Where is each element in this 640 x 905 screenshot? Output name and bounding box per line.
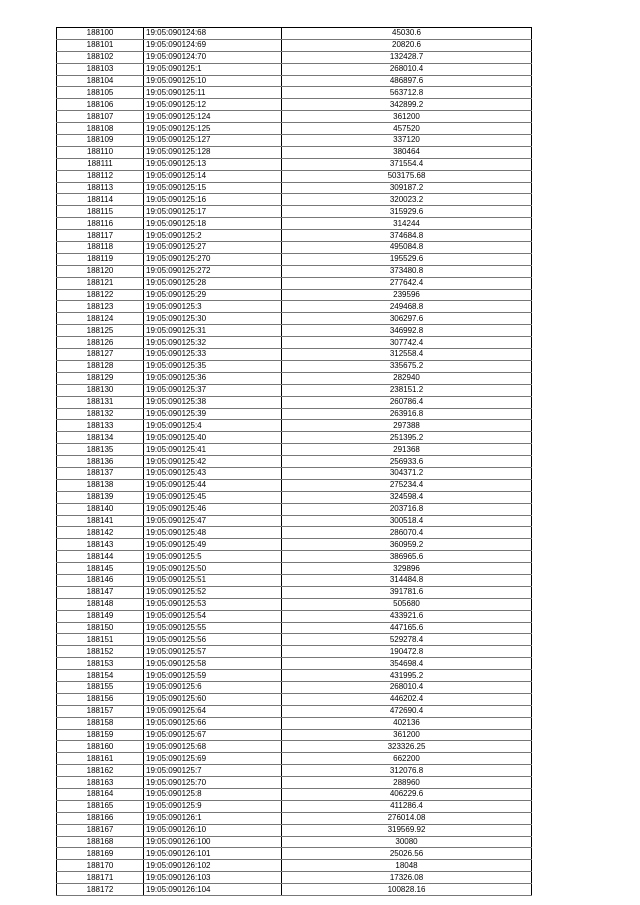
table-row	[57, 705, 532, 717]
row-id-cell: 188157	[57, 705, 144, 717]
row-value-cell: 263916.8	[282, 408, 532, 420]
row-time-cell: 19:05:090125:10	[144, 75, 282, 87]
row-id-cell: 188118	[57, 242, 144, 254]
row-id-cell: 188121	[57, 277, 144, 289]
row-id-cell: 188131	[57, 396, 144, 408]
row-time-cell: 19:05:090125:53	[144, 598, 282, 610]
row-value-cell: 260786.4	[282, 396, 532, 408]
row-time-cell: 19:05:090125:67	[144, 729, 282, 741]
row-value-cell: 374684.8	[282, 230, 532, 242]
row-id-cell: 188159	[57, 729, 144, 741]
row-id-cell: 188148	[57, 598, 144, 610]
row-value-cell: 495084.8	[282, 242, 532, 254]
row-time-cell: 19:05:090125:68	[144, 741, 282, 753]
row-value-cell: 304371.2	[282, 467, 532, 479]
row-id-cell: 188112	[57, 170, 144, 182]
row-time-cell: 19:05:090125:128	[144, 146, 282, 158]
table-row	[57, 848, 532, 860]
row-value-cell: 563712.8	[282, 87, 532, 99]
row-value-cell: 288960	[282, 777, 532, 789]
row-time-cell: 19:05:090125:18	[144, 218, 282, 230]
row-id-cell: 188165	[57, 800, 144, 812]
row-id-cell: 188141	[57, 515, 144, 527]
table-row	[57, 372, 532, 384]
table-row	[57, 777, 532, 789]
table-body	[57, 28, 532, 896]
row-id-cell: 188138	[57, 479, 144, 491]
row-value-cell: 431995.2	[282, 670, 532, 682]
row-value-cell: 249468.8	[282, 301, 532, 313]
row-value-cell: 251395.2	[282, 432, 532, 444]
row-value-cell: 239596	[282, 289, 532, 301]
row-time-cell: 19:05:090125:12	[144, 99, 282, 111]
row-time-cell: 19:05:090125:38	[144, 396, 282, 408]
row-value-cell: 361200	[282, 729, 532, 741]
table-row	[57, 610, 532, 622]
row-time-cell: 19:05:090126:103	[144, 872, 282, 884]
row-id-cell: 188124	[57, 313, 144, 325]
table-row	[57, 265, 532, 277]
row-id-cell: 188147	[57, 586, 144, 598]
row-time-cell: 19:05:090125:47	[144, 515, 282, 527]
row-id-cell: 188105	[57, 87, 144, 99]
table-row	[57, 527, 532, 539]
row-value-cell: 286070.4	[282, 527, 532, 539]
row-time-cell: 19:05:090125:5	[144, 551, 282, 563]
row-id-cell: 188101	[57, 39, 144, 51]
table-row	[57, 836, 532, 848]
row-time-cell: 19:05:090125:16	[144, 194, 282, 206]
row-value-cell: 346992.8	[282, 325, 532, 337]
row-id-cell: 188154	[57, 670, 144, 682]
row-time-cell: 19:05:090125:35	[144, 360, 282, 372]
row-time-cell: 19:05:090125:69	[144, 753, 282, 765]
row-id-cell: 188136	[57, 456, 144, 468]
table-row	[57, 63, 532, 75]
table-row	[57, 170, 532, 182]
row-time-cell: 19:05:090125:54	[144, 610, 282, 622]
row-id-cell: 188110	[57, 146, 144, 158]
row-id-cell: 188155	[57, 681, 144, 693]
table-row	[57, 800, 532, 812]
row-time-cell: 19:05:090125:41	[144, 444, 282, 456]
table-row	[57, 622, 532, 634]
row-value-cell: 342899.2	[282, 99, 532, 111]
row-value-cell: 17326.08	[282, 872, 532, 884]
table-row	[57, 539, 532, 551]
row-time-cell: 19:05:090125:270	[144, 253, 282, 265]
table-row	[57, 87, 532, 99]
row-time-cell: 19:05:090125:8	[144, 789, 282, 801]
row-time-cell: 19:05:090125:6	[144, 681, 282, 693]
table-row	[57, 515, 532, 527]
row-value-cell: 662200	[282, 753, 532, 765]
table-row	[57, 812, 532, 824]
row-value-cell: 529278.4	[282, 634, 532, 646]
row-id-cell: 188102	[57, 51, 144, 63]
row-time-cell: 19:05:090125:13	[144, 158, 282, 170]
row-time-cell: 19:05:090125:48	[144, 527, 282, 539]
row-value-cell: 315929.6	[282, 206, 532, 218]
row-time-cell: 19:05:090126:101	[144, 848, 282, 860]
row-time-cell: 19:05:090125:57	[144, 646, 282, 658]
data-table	[56, 27, 532, 896]
table-row	[57, 741, 532, 753]
row-time-cell: 19:05:090125:66	[144, 717, 282, 729]
row-id-cell: 188107	[57, 111, 144, 123]
table-row	[57, 729, 532, 741]
row-time-cell: 19:05:090125:2	[144, 230, 282, 242]
row-value-cell: 323326.25	[282, 741, 532, 753]
row-value-cell: 324598.4	[282, 491, 532, 503]
table-row	[57, 491, 532, 503]
row-time-cell: 19:05:090125:30	[144, 313, 282, 325]
row-time-cell: 19:05:090125:43	[144, 467, 282, 479]
row-time-cell: 19:05:090125:4	[144, 420, 282, 432]
table-row	[57, 277, 532, 289]
row-time-cell: 19:05:090125:17	[144, 206, 282, 218]
row-id-cell: 188119	[57, 253, 144, 265]
table-row	[57, 479, 532, 491]
row-time-cell: 19:05:090125:64	[144, 705, 282, 717]
row-time-cell: 19:05:090125:3	[144, 301, 282, 313]
row-value-cell: 486897.6	[282, 75, 532, 87]
row-time-cell: 19:05:090125:60	[144, 693, 282, 705]
table-row	[57, 586, 532, 598]
row-value-cell: 277642.4	[282, 277, 532, 289]
row-time-cell: 19:05:090125:55	[144, 622, 282, 634]
row-id-cell: 188139	[57, 491, 144, 503]
row-value-cell: 238151.2	[282, 384, 532, 396]
table-row	[57, 75, 532, 87]
row-value-cell: 380464	[282, 146, 532, 158]
row-value-cell: 314484.8	[282, 574, 532, 586]
row-id-cell: 188129	[57, 372, 144, 384]
row-id-cell: 188153	[57, 658, 144, 670]
table-row	[57, 99, 532, 111]
table-row	[57, 182, 532, 194]
row-value-cell: 297388	[282, 420, 532, 432]
table-row	[57, 693, 532, 705]
table-row	[57, 289, 532, 301]
row-value-cell: 300518.4	[282, 515, 532, 527]
row-value-cell: 195529.6	[282, 253, 532, 265]
row-value-cell: 18048	[282, 860, 532, 872]
row-time-cell: 19:05:090125:9	[144, 800, 282, 812]
table-row	[57, 123, 532, 135]
table-row	[57, 789, 532, 801]
table-row	[57, 206, 532, 218]
row-value-cell: 402136	[282, 717, 532, 729]
table-row	[57, 325, 532, 337]
row-id-cell: 188149	[57, 610, 144, 622]
table-row	[57, 551, 532, 563]
row-value-cell: 256933.6	[282, 456, 532, 468]
row-value-cell: 282940	[282, 372, 532, 384]
table-row	[57, 884, 532, 896]
table-row	[57, 349, 532, 361]
row-value-cell: 361200	[282, 111, 532, 123]
row-value-cell: 276014.08	[282, 812, 532, 824]
row-time-cell: 19:05:090125:36	[144, 372, 282, 384]
row-id-cell: 188171	[57, 872, 144, 884]
row-id-cell: 188135	[57, 444, 144, 456]
row-id-cell: 188103	[57, 63, 144, 75]
row-time-cell: 19:05:090125:39	[144, 408, 282, 420]
table-row	[57, 135, 532, 147]
table-row	[57, 313, 532, 325]
row-time-cell: 19:05:090125:46	[144, 503, 282, 515]
table-row	[57, 860, 532, 872]
table-row	[57, 39, 532, 51]
row-time-cell: 19:05:090125:14	[144, 170, 282, 182]
table-row	[57, 824, 532, 836]
row-value-cell: 307742.4	[282, 337, 532, 349]
row-time-cell: 19:05:090125:58	[144, 658, 282, 670]
row-time-cell: 19:05:090126:102	[144, 860, 282, 872]
row-value-cell: 306297.6	[282, 313, 532, 325]
row-value-cell: 446202.4	[282, 693, 532, 705]
row-id-cell: 188125	[57, 325, 144, 337]
table-row	[57, 253, 532, 265]
row-time-cell: 19:05:090124:68	[144, 28, 282, 40]
row-value-cell: 319569.92	[282, 824, 532, 836]
row-value-cell: 132428.7	[282, 51, 532, 63]
row-value-cell: 100828.16	[282, 884, 532, 896]
row-time-cell: 19:05:090125:33	[144, 349, 282, 361]
row-value-cell: 30080	[282, 836, 532, 848]
table-row	[57, 51, 532, 63]
table-row	[57, 337, 532, 349]
row-id-cell: 188156	[57, 693, 144, 705]
row-id-cell: 188117	[57, 230, 144, 242]
row-time-cell: 19:05:090125:32	[144, 337, 282, 349]
row-value-cell: 360959.2	[282, 539, 532, 551]
table-row	[57, 301, 532, 313]
table-row	[57, 158, 532, 170]
table-row	[57, 230, 532, 242]
row-id-cell: 188164	[57, 789, 144, 801]
row-time-cell: 19:05:090125:272	[144, 265, 282, 277]
row-time-cell: 19:05:090125:50	[144, 563, 282, 575]
row-id-cell: 188144	[57, 551, 144, 563]
row-time-cell: 19:05:090125:11	[144, 87, 282, 99]
row-time-cell: 19:05:090125:28	[144, 277, 282, 289]
row-time-cell: 19:05:090125:56	[144, 634, 282, 646]
table-row	[57, 658, 532, 670]
table-row	[57, 396, 532, 408]
table-row	[57, 384, 532, 396]
row-id-cell: 188120	[57, 265, 144, 277]
row-id-cell: 188127	[57, 349, 144, 361]
table-row	[57, 634, 532, 646]
row-id-cell: 188145	[57, 563, 144, 575]
row-id-cell: 188151	[57, 634, 144, 646]
row-time-cell: 19:05:090125:49	[144, 539, 282, 551]
table-row	[57, 111, 532, 123]
table-row	[57, 681, 532, 693]
row-value-cell: 314244	[282, 218, 532, 230]
table-row	[57, 598, 532, 610]
row-time-cell: 19:05:090126:1	[144, 812, 282, 824]
row-value-cell: 45030.6	[282, 28, 532, 40]
table-row	[57, 456, 532, 468]
table-row	[57, 574, 532, 586]
row-time-cell: 19:05:090125:70	[144, 777, 282, 789]
row-time-cell: 19:05:090125:40	[144, 432, 282, 444]
row-value-cell: 312076.8	[282, 765, 532, 777]
table-row	[57, 646, 532, 658]
table-row	[57, 467, 532, 479]
table-row	[57, 360, 532, 372]
row-id-cell: 188140	[57, 503, 144, 515]
row-id-cell: 188161	[57, 753, 144, 765]
row-id-cell: 188150	[57, 622, 144, 634]
row-time-cell: 19:05:090125:51	[144, 574, 282, 586]
table-row	[57, 753, 532, 765]
row-value-cell: 457520	[282, 123, 532, 135]
row-id-cell: 188133	[57, 420, 144, 432]
row-value-cell: 312558.4	[282, 349, 532, 361]
table-row	[57, 146, 532, 158]
row-id-cell: 188123	[57, 301, 144, 313]
row-value-cell: 275234.4	[282, 479, 532, 491]
table-row	[57, 420, 532, 432]
row-id-cell: 188134	[57, 432, 144, 444]
row-time-cell: 19:05:090125:59	[144, 670, 282, 682]
table-row	[57, 563, 532, 575]
row-value-cell: 406229.6	[282, 789, 532, 801]
row-id-cell: 188166	[57, 812, 144, 824]
table-row	[57, 28, 532, 40]
row-value-cell: 447165.6	[282, 622, 532, 634]
table-row	[57, 408, 532, 420]
row-id-cell: 188114	[57, 194, 144, 206]
row-time-cell: 19:05:090125:42	[144, 456, 282, 468]
row-id-cell: 188128	[57, 360, 144, 372]
row-id-cell: 188142	[57, 527, 144, 539]
row-value-cell: 203716.8	[282, 503, 532, 515]
row-id-cell: 188126	[57, 337, 144, 349]
row-value-cell: 433921.6	[282, 610, 532, 622]
row-id-cell: 188130	[57, 384, 144, 396]
row-id-cell: 188168	[57, 836, 144, 848]
row-time-cell: 19:05:090125:124	[144, 111, 282, 123]
row-id-cell: 188111	[57, 158, 144, 170]
row-time-cell: 19:05:090125:7	[144, 765, 282, 777]
row-id-cell: 188116	[57, 218, 144, 230]
table-row	[57, 717, 532, 729]
table-row	[57, 218, 532, 230]
row-id-cell: 188167	[57, 824, 144, 836]
table-row	[57, 432, 532, 444]
table-row	[57, 242, 532, 254]
row-id-cell: 188172	[57, 884, 144, 896]
row-value-cell: 337120	[282, 135, 532, 147]
row-time-cell: 19:05:090126:104	[144, 884, 282, 896]
table-row	[57, 670, 532, 682]
row-time-cell: 19:05:090125:127	[144, 135, 282, 147]
row-value-cell: 268010.4	[282, 681, 532, 693]
row-time-cell: 19:05:090125:52	[144, 586, 282, 598]
row-id-cell: 188113	[57, 182, 144, 194]
row-time-cell: 19:05:090125:29	[144, 289, 282, 301]
table-row	[57, 765, 532, 777]
row-value-cell: 373480.8	[282, 265, 532, 277]
row-value-cell: 505680	[282, 598, 532, 610]
row-value-cell: 411286.4	[282, 800, 532, 812]
row-time-cell: 19:05:090126:100	[144, 836, 282, 848]
row-value-cell: 386965.6	[282, 551, 532, 563]
row-time-cell: 19:05:090125:37	[144, 384, 282, 396]
table-row	[57, 194, 532, 206]
row-value-cell: 190472.8	[282, 646, 532, 658]
row-value-cell: 268010.4	[282, 63, 532, 75]
row-time-cell: 19:05:090124:70	[144, 51, 282, 63]
row-time-cell: 19:05:090125:31	[144, 325, 282, 337]
row-id-cell: 188160	[57, 741, 144, 753]
row-id-cell: 188162	[57, 765, 144, 777]
row-value-cell: 329896	[282, 563, 532, 575]
row-id-cell: 188152	[57, 646, 144, 658]
row-value-cell: 391781.6	[282, 586, 532, 598]
row-id-cell: 188108	[57, 123, 144, 135]
row-time-cell: 19:05:090125:44	[144, 479, 282, 491]
row-id-cell: 188170	[57, 860, 144, 872]
row-time-cell: 19:05:090125:15	[144, 182, 282, 194]
table-row	[57, 444, 532, 456]
row-value-cell: 291368	[282, 444, 532, 456]
row-id-cell: 188106	[57, 99, 144, 111]
row-value-cell: 320023.2	[282, 194, 532, 206]
row-id-cell: 188132	[57, 408, 144, 420]
row-id-cell: 188158	[57, 717, 144, 729]
row-value-cell: 309187.2	[282, 182, 532, 194]
row-value-cell: 472690.4	[282, 705, 532, 717]
row-id-cell: 188109	[57, 135, 144, 147]
row-id-cell: 188169	[57, 848, 144, 860]
row-id-cell: 188104	[57, 75, 144, 87]
row-time-cell: 19:05:090125:45	[144, 491, 282, 503]
row-value-cell: 371554.4	[282, 158, 532, 170]
row-id-cell: 188146	[57, 574, 144, 586]
row-value-cell: 354698.4	[282, 658, 532, 670]
row-value-cell: 503175.68	[282, 170, 532, 182]
row-value-cell: 20820.6	[282, 39, 532, 51]
row-time-cell: 19:05:090126:10	[144, 824, 282, 836]
row-time-cell: 19:05:090125:27	[144, 242, 282, 254]
row-id-cell: 188163	[57, 777, 144, 789]
row-value-cell: 25026.56	[282, 848, 532, 860]
table-row	[57, 872, 532, 884]
row-time-cell: 19:05:090125:1	[144, 63, 282, 75]
row-id-cell: 188115	[57, 206, 144, 218]
row-id-cell: 188143	[57, 539, 144, 551]
row-time-cell: 19:05:090125:125	[144, 123, 282, 135]
row-id-cell: 188122	[57, 289, 144, 301]
row-value-cell: 335675.2	[282, 360, 532, 372]
row-time-cell: 19:05:090124:69	[144, 39, 282, 51]
row-id-cell: 188137	[57, 467, 144, 479]
row-id-cell: 188100	[57, 28, 144, 40]
table-row	[57, 503, 532, 515]
